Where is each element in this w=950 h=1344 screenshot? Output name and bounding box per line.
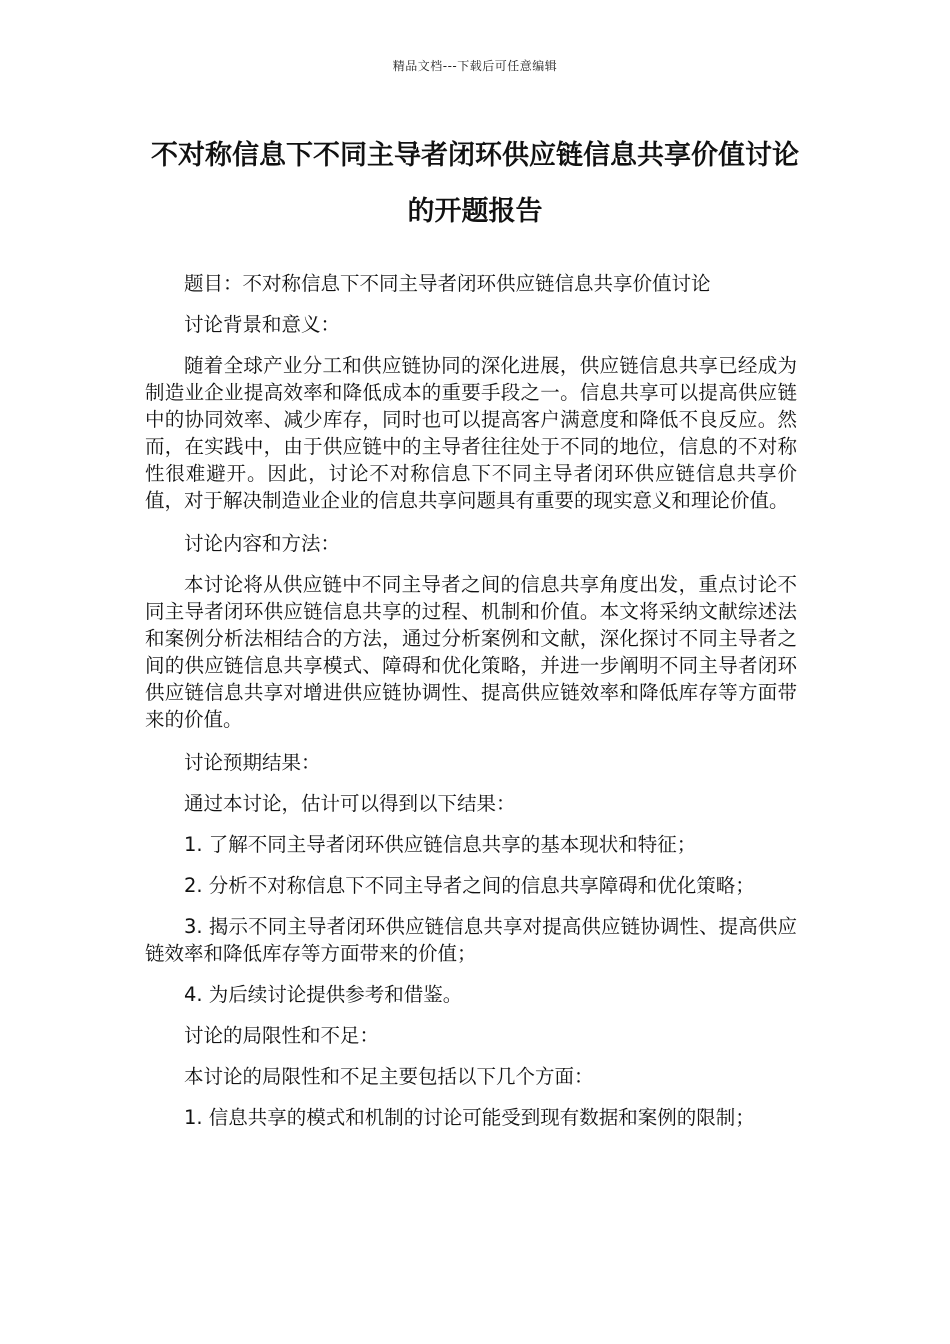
- list-item: 1. 信息共享的模式和机制的讨论可能受到现有数据和案例的限制；: [184, 1106, 755, 1129]
- paragraph-expected-intro: 通过本讨论，估计可以得到以下结果：: [184, 792, 516, 815]
- list-item: 3. 揭示不同主导者闭环供应链信息共享对提高供应链协调性、提高供应链效率和降低库存等方面带来的价值；: [145, 915, 797, 965]
- list-item: 2. 分析不对称信息下不同主导者之间的信息共享障碍和优化策略；: [184, 874, 755, 897]
- heading-content-method: 讨论内容和方法：: [184, 532, 341, 555]
- heading-expected-results: 讨论预期结果：: [184, 751, 321, 774]
- paragraph-background: 随着全球产业分工和供应链协同的深化进展，供应链信息共享已经成为制造业企业提高效率和降低成本的重要手段之一。信息共享可以提高供应链中的协同效率、减少库存，同时也可以提高客户满意度和降低不良反应。然而，在实践中，由于供应链中的主导者往往处于不同的地位，信息的不对称性很难避开。因此，讨论不对称信息下不同主导者闭环供应链信息共享价值，对于解决制造业企业的信息共享问题具有重要的现实意义和理论价值。: [145, 354, 797, 512]
- paragraph-topic: 题目：不对称信息下不同主导者闭环供应链信息共享价值讨论: [184, 272, 711, 295]
- document-body: [145, 270, 797, 1145]
- paragraph-limitations-intro: 本讨论的局限性和不足主要包括以下几个方面：: [184, 1065, 594, 1088]
- list-item: 1. 了解不同主导者闭环供应链信息共享的基本现状和特征；: [184, 833, 697, 856]
- list-item: 4. 为后续讨论提供参考和借鉴。: [184, 983, 463, 1006]
- paragraph-content-method: 本讨论将从供应链中不同主导者之间的信息共享角度出发，重点讨论不同主导者闭环供应链信息共享的过程、机制和价值。本文将采纳文献综述法和案例分析法相结合的方法，通过分析案例和文献，深化探讨不同主导者之间的供应链信息共享模式、障碍和优化策略，并进一步阐明不同主导者闭环供应链信息共享对增进供应链协调性、提高供应链效率和降低库存等方面带来的价值。: [145, 573, 797, 731]
- header-note: 精品文档---下载后可任意编辑: [392, 59, 558, 73]
- document-title: 不对称信息下不同主导者闭环供应链信息共享价值讨论的开题报告: [151, 140, 799, 227]
- heading-limitations: 讨论的局限性和不足：: [184, 1024, 380, 1047]
- heading-background: 讨论背景和意义：: [184, 313, 341, 336]
